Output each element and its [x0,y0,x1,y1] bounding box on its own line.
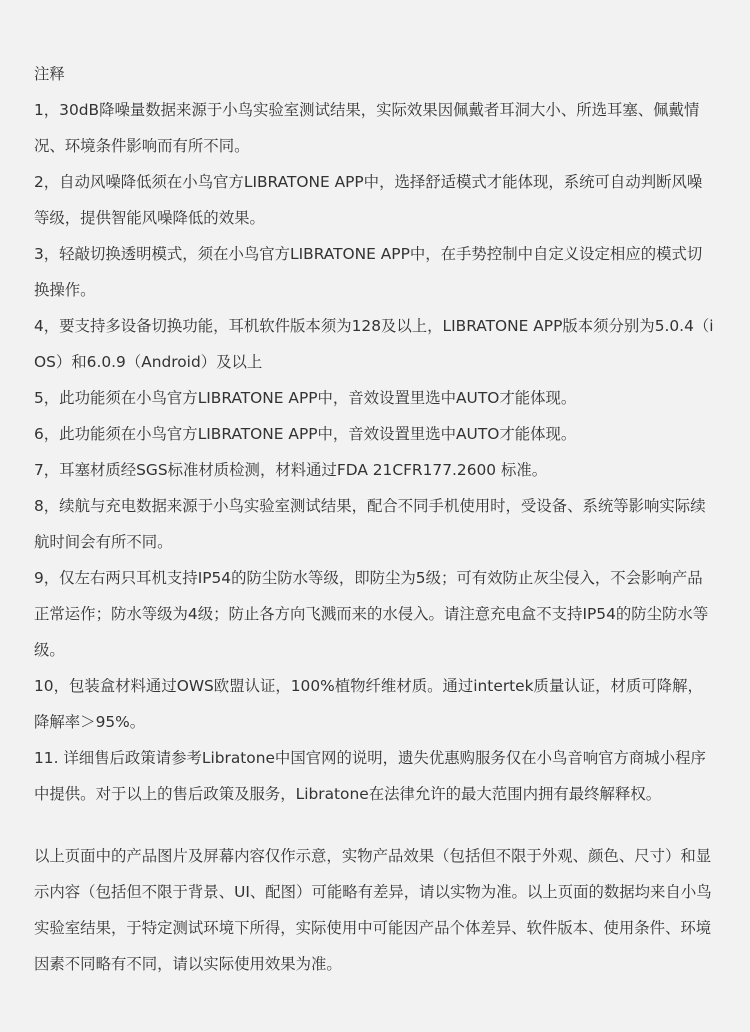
note-item: 4，要支持多设备切换功能，耳机软件版本须为128及以上，LIBRATONE APP版本须分别为5.0.4（iOS）和6.0.9（Android）及以上 [34,317,714,371]
note-item: 11. 详细售后政策请参考Libratone中国官网的说明，遗失优惠购服务仅在小鸟音响官方商城小程序中提供。对于以上的售后政策及服务，Libratone在法律允许的最大范围内拥有最终解释权。 [34,749,706,803]
notes-list [34,92,716,812]
note-item: 6，此功能须在小鸟官方LIBRATONE APP中，音效设置里选中AUTO才能体现。 [34,425,577,443]
note-item: 3，轻敲切换透明模式，须在小鸟官方LIBRATONE APP中，在手势控制中自定义设定相应的模式切换操作。 [34,245,703,299]
notes-heading: 注释 [34,65,65,83]
disclaimer-text: 以上页面中的产品图片及屏幕内容仅作示意，实物产品效果（包括但不限于外观、颜色、尺寸）和显示内容（包括但不限于背景、UI、配图）可能略有差异，请以实物为准。以上页面的数据均来自小鸟实验室结果，于特定测试环境下所得，实际使用中可能因产品个体差异、软件版本、使用条件、环境因素不同略有不同，请以实际使用效果为准。 [34,847,712,973]
note-item: 2，自动风噪降低须在小鸟官方LIBRATONE APP中，选择舒适模式才能体现，系统可自动判断风噪等级，提供智能风噪降低的效果。 [34,173,703,227]
note-item: 10，包装盒材料通过OWS欧盟认证，100%植物纤维材质。通过intertek质量认证，材质可降解，降解率＞95%。 [34,677,703,731]
note-item: 1，30dB降噪量数据来源于小鸟实验室测试结果，实际效果因佩戴者耳洞大小、所选耳塞、佩戴情况、环境条件影响而有所不同。 [34,101,700,155]
note-item: 8，续航与充电数据来源于小鸟实验室测试结果，配合不同手机使用时，受设备、系统等影响实际续航时间会有所不同。 [34,497,706,551]
note-item: 5，此功能须在小鸟官方LIBRATONE APP中，音效设置里选中AUTO才能体现。 [34,389,577,407]
note-item: 9，仅左右两只耳机支持IP54的防尘防水等级，即防尘为5级；可有效防止灰尘侵入，不会影响产品正常运作；防水等级为4级；防止各方向飞溅而来的水侵入。请注意充电盒不支持IP54的防尘防水等级。 [34,569,709,659]
note-item: 7，耳塞材质经SGS标准材质检测，材料通过FDA 21CFR177.2600 标准。 [34,461,548,479]
